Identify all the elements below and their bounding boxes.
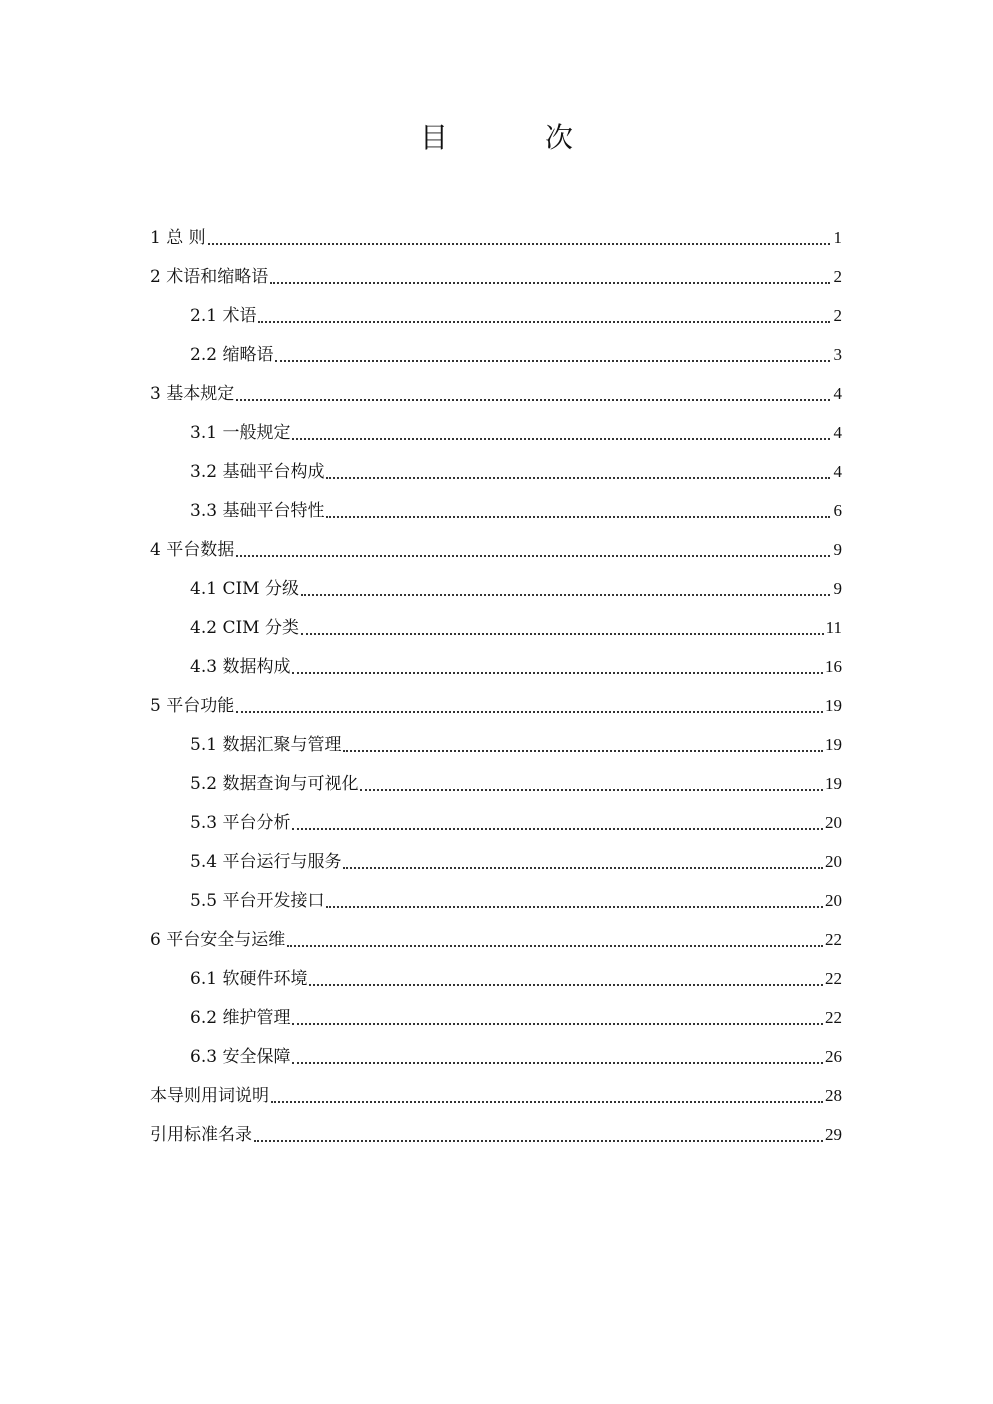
toc-entry-label: 5.1 数据汇聚与管理 [190,734,342,755]
toc-entry[interactable] [150,218,842,257]
toc-dot-leader [271,1101,823,1103]
toc-entry-label: 3.1 一般规定 [190,422,291,443]
toc-page-number: 6 [833,500,842,520]
toc-dot-leader [208,243,830,245]
toc-dot-leader [301,594,830,596]
toc-entry[interactable] [150,725,842,764]
toc-entry[interactable] [150,257,842,296]
toc-page-number: 4 [833,383,842,403]
toc-entry[interactable] [150,296,842,335]
toc-entry-label: 2 术语和缩略语 [150,266,269,287]
toc-entry-label: 6.3 安全保障 [190,1046,291,1067]
toc-entry[interactable] [150,764,842,803]
toc-page-number: 28 [825,1085,842,1105]
toc-entry-label: 5.3 平台分析 [190,812,291,833]
toc-entry-label: 5.5 平台开发接口 [190,890,325,911]
toc-entry-label: 6.2 维护管理 [190,1007,291,1028]
toc-entry[interactable] [150,1037,842,1076]
toc-dot-leader [292,438,830,440]
toc-dot-leader [292,1023,823,1025]
toc-page-number: 2 [833,305,842,325]
toc-entry[interactable] [150,413,842,452]
toc-page-number: 22 [825,968,842,988]
toc-entry[interactable] [150,1115,842,1154]
toc-dot-leader [236,711,823,713]
toc-dot-leader [287,945,823,947]
toc-dot-leader [326,906,823,908]
toc-page-number: 9 [833,578,842,598]
toc-entry-label: 4.2 CIM 分类 [190,617,299,638]
toc-dot-leader [275,360,830,362]
toc-entry[interactable] [150,647,842,686]
toc-entry[interactable] [150,803,842,842]
toc-dot-leader [326,477,830,479]
toc-page-number: 9 [833,539,842,559]
toc-entry-label: 6.1 软硬件环境 [190,968,308,989]
toc-entry[interactable] [150,530,842,569]
toc-entry-label: 4 平台数据 [150,539,235,560]
toc-dot-leader [270,282,830,284]
toc-entry[interactable] [150,608,842,647]
toc-dot-leader [236,399,830,401]
toc-entry[interactable] [150,491,842,530]
toc-entry-label: 5.2 数据查询与可视化 [190,773,359,794]
toc-dot-leader [301,633,824,635]
toc-page-number: 20 [825,812,842,832]
toc-entry[interactable] [150,452,842,491]
toc-page-number: 22 [825,929,842,949]
toc-page-number: 3 [833,344,842,364]
toc-page-number: 16 [825,656,842,676]
toc-entry-label: 本导则用词说明 [150,1085,269,1106]
toc-entry-label: 3.3 基础平台特性 [190,500,325,521]
toc-page-number: 20 [825,851,842,871]
toc-dot-leader [292,672,823,674]
toc-page-number: 1 [833,227,842,247]
toc-page-number: 2 [833,266,842,286]
toc-entry-label: 4.3 数据构成 [190,656,291,677]
toc-entry[interactable] [150,335,842,374]
toc-page-number: 20 [825,890,842,910]
table-of-contents [150,218,842,1154]
toc-entry-label: 5.4 平台运行与服务 [190,851,342,872]
toc-entry[interactable] [150,686,842,725]
toc-dot-leader [326,516,830,518]
toc-dot-leader [236,555,830,557]
toc-dot-leader [254,1140,823,1142]
toc-entry-label: 3 基本规定 [150,383,235,404]
toc-dot-leader [258,321,830,323]
toc-entry[interactable] [150,1076,842,1115]
toc-entry[interactable] [150,842,842,881]
toc-dot-leader [309,984,823,986]
toc-entry-label: 5 平台功能 [150,695,235,716]
toc-entry[interactable] [150,569,842,608]
toc-page-number: 11 [825,617,842,637]
toc-page-number: 4 [833,461,842,481]
toc-entry[interactable] [150,881,842,920]
toc-dot-leader [292,828,823,830]
toc-entry-label: 2.1 术语 [190,305,257,326]
toc-dot-leader [343,867,823,869]
toc-dot-leader [292,1062,823,1064]
toc-dot-leader [343,750,823,752]
toc-page-number: 19 [825,695,842,715]
toc-entry-label: 2.2 缩略语 [190,344,274,365]
toc-entry-label: 4.1 CIM 分级 [190,578,299,599]
toc-page-number: 29 [825,1124,842,1144]
toc-page-number: 4 [833,422,842,442]
toc-page-number: 19 [825,734,842,754]
toc-entry[interactable] [150,374,842,413]
toc-entry-label: 1 总 则 [150,227,206,248]
toc-entry[interactable] [150,998,842,1037]
toc-entry[interactable] [150,959,842,998]
toc-dot-leader [360,789,823,791]
toc-entry[interactable] [150,920,842,959]
toc-page-number: 26 [825,1046,842,1066]
toc-entry-label: 引用标准名录 [150,1124,252,1145]
page-title: 目 次 [420,121,617,154]
toc-entry-label: 3.2 基础平台构成 [190,461,325,482]
toc-entry-label: 6 平台安全与运维 [150,929,286,950]
toc-page-number: 19 [825,773,842,793]
toc-page-number: 22 [825,1007,842,1027]
